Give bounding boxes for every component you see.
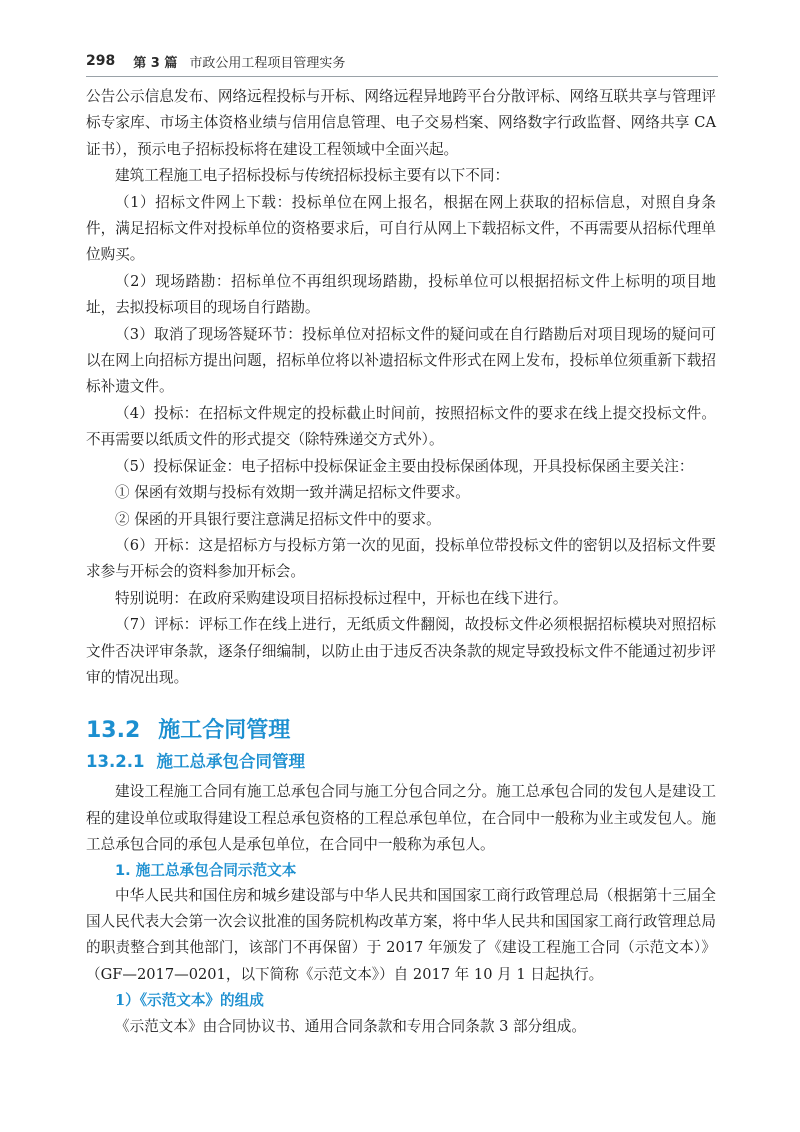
- paragraph-item-5: （5）投标保证金：电子招标中投标保证金主要由投标保函体现，开具投标保函主要关注：: [115, 457, 694, 475]
- paragraph-subitem-1: ① 保函有效期与投标有效期一致并满足招标文件要求。: [115, 484, 470, 502]
- running-header: [86, 50, 726, 72]
- paragraph-item-6: （6）开标：这是招标方与投标方第一次的见面，投标单位带投标文件的密钥以及招标文件要求参与开标会的资料参加开标会。: [86, 536, 716, 581]
- subsection-title: 施工总承包合同管理: [156, 752, 305, 772]
- paragraph-item-1: （1）招标文件网上下载：投标单位在网上报名，根据在网上获取的招标信息，对照自身条件，满足招标文件对投标单位的资格要求后，可自行从网上下载招标文件，不再需要从招标代理单位购买。: [86, 193, 716, 264]
- section-heading: [86, 715, 716, 747]
- heading-model-text: 1. 施工总承包合同示范文本: [115, 861, 297, 879]
- heading-composition: 1）《示范文本》的组成: [115, 992, 264, 1010]
- paragraph-differences-lead: 建筑工程施工电子招标投标与传统招标投标主要有以下不同：: [115, 167, 510, 185]
- paragraph-model-text-body: 中华人民共和国住房和城乡建设部与中华人民共和国国家工商行政管理总局（根据第十三届全国人民代表大会第一次会议批准的国务院机构改革方案，将中华人民共和国国家工商行政管理总局的职责整合到其他部门，该部门不再保留）于 2017 年颁发了《建设工程施工合同（示范文本）》（GF—2017—0201，以下简称《示范文本》）自 2017 年 10 月 1 日起执行。: [86, 886, 716, 983]
- paragraph-item-2: （2）现场踏勘：招标单位不再组织现场踏勘，投标单位可以根据招标文件上标明的项目地址，去拟投标项目的现场自行踏勘。: [86, 272, 716, 317]
- paragraph-subitem-2: ② 保函的开具银行要注意满足招标文件中的要求。: [115, 510, 441, 528]
- header-divider: [86, 76, 718, 77]
- part-label: 第 3 篇: [133, 55, 178, 71]
- paragraph-subsection-body: 建设工程施工合同有施工总承包合同与施工分包合同之分。施工总承包合同的发包人是建设工程的建设单位或取得建设工程总承包资格的工程总承包单位，在合同中一般称为业主或发包人。施工总承包合同的承包人是承包单位，在合同中一般称为承包人。: [86, 783, 716, 854]
- subsection-heading: [86, 749, 716, 775]
- paragraph-item-7: （7）评标：评标工作在线上进行，无纸质文件翻阅，故投标文件必须根据招标模块对照招标文件否决评审条款，逐条仔细编制，以防止由于违反否决条款的规定导致投标文件不能通过初步评审的情况出现。: [86, 616, 716, 686]
- paragraph-composition-body: 《示范文本》由合同协议书、通用合同条款和专用合同条款 3 部分组成。: [115, 1018, 586, 1036]
- paragraph-special-note: 特别说明：在政府采购建设项目招标投标过程中，开标也在线下进行。: [115, 589, 568, 607]
- paragraph-item-4: （4）投标：在招标文件规定的投标截止时间前，按照招标文件的要求在线上提交投标文件。不再需要以纸质文件的形式提交（除特殊递交方式外）。: [86, 404, 716, 449]
- paragraph-item-3: （3）取消了现场答疑环节：投标单位对招标文件的疑问或在自行踏勘后对项目现场的疑问可以在网上向招标方提出问题，招标单位将以补遗招标文件形式在网上发布，投标单位须重新下载招标补遗文件。: [86, 325, 716, 396]
- book-title: 市政公用工程项目管理实务: [189, 55, 346, 71]
- page-body: [86, 84, 716, 1041]
- paragraph-intro-continued: 公告公示信息发布、网络远程投标与开标、网络远程异地跨平台分散评标、网络互联共享与管理评标专家库、市场主体资格业绩与信用信息管理、电子交易档案、网络数字行政监督、网络共享 CA 证书），预示电子招标投标将在建设工程领域中全面兴起。: [86, 88, 716, 158]
- section-number: 13.2: [86, 718, 141, 744]
- section-title: 施工合同管理: [158, 718, 291, 744]
- page-number: 298: [86, 53, 116, 69]
- subsection-number: 13.2.1: [86, 752, 145, 772]
